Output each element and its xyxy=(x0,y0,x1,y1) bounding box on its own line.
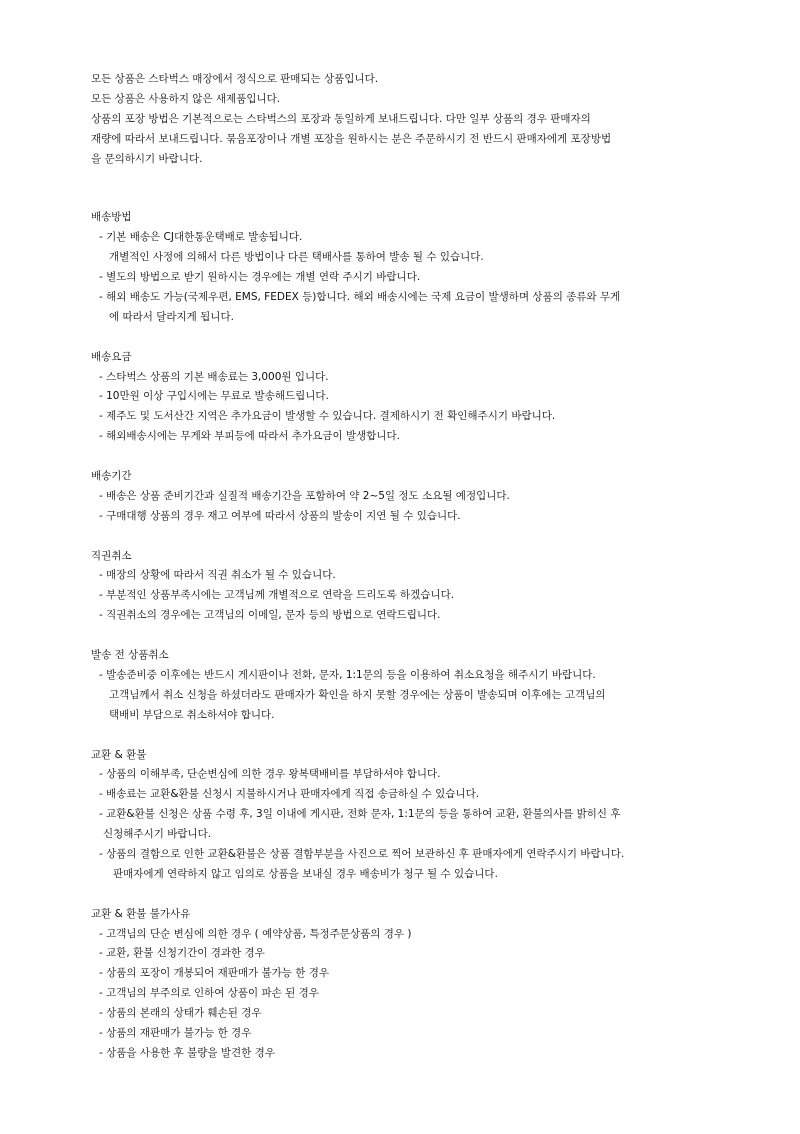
section-line: 고객님께서 취소 신청을 하셨더라도 판매자가 확인을 하지 못할 경우에는 상품이 발송되며 이후에는 고객님의 xyxy=(109,688,606,701)
section-line: - 상품의 재판매가 불가능 한 경우 xyxy=(99,1026,252,1039)
spacer xyxy=(91,328,771,348)
spacer xyxy=(91,726,771,746)
section-exchange-refund-exceptions xyxy=(91,905,771,1064)
section-line: - 배송료는 교환&환불 신청시 지불하시거나 판매자에게 직접 송금하실 수 있습니다. xyxy=(99,788,480,801)
section-line: - 상품의 본래의 상태가 훼손된 경우 xyxy=(99,1007,262,1020)
section-line: - 매장의 상황에 따라서 직권 취소가 될 수 있습니다. xyxy=(99,569,336,582)
section-line: - 상품의 결함으로 인한 교환&환불은 상품 결함부분을 사진으로 찍어 보관하신 후 판매자에게 연락주시기 바랍니다. xyxy=(99,847,625,860)
section-shipping-method xyxy=(91,208,771,327)
section-line: 개별적인 사정에 의해서 다른 방법이나 다른 택배사를 통하여 발송 될 수 있습니다. xyxy=(109,251,484,264)
spacer xyxy=(91,527,771,547)
spacer xyxy=(91,885,771,905)
section-line: - 부분적인 상품부족시에는 고객님께 개별적으로 연락을 드리도록 하겠습니다. xyxy=(99,589,455,602)
section-title: 직권취소 xyxy=(91,549,132,562)
section-line: - 10만원 이상 구입시에는 무료로 발송해드립니다. xyxy=(99,390,329,403)
section-shipping-fee xyxy=(91,348,771,447)
section-line: - 스타벅스 상품의 기본 배송료는 3,000원 입니다. xyxy=(99,370,329,383)
section-line: - 고객님의 단순 변심에 의한 경우 ( 예약상품, 특정주문상품의 경우 ) xyxy=(99,927,412,940)
section-line: - 발송준비중 이후에는 반드시 게시판이나 전화, 문자, 1:1문의 등을 이용하여 취소요청을 해주시기 바랍니다. xyxy=(99,668,596,681)
section-line: 판매자에게 연락하지 않고 임의로 상품을 보내실 경우 배송비가 청구 될 수 있습니다. xyxy=(113,867,498,880)
section-line: - 해외 배송도 가능(국제우편, EMS, FEDEX 등)합니다. 해외 배송시에는 국제 요금이 발생하며 상품의 종류와 무게 xyxy=(99,291,621,304)
section-line: 신청해주시기 바랍니다. xyxy=(103,828,212,841)
section-line: - 구매대행 상품의 경우 재고 여부에 따라서 상품의 발송이 지연 될 수 있습니다. xyxy=(99,509,461,522)
section-line: - 상품을 사용한 후 불량을 발견한 경우 xyxy=(99,1046,275,1059)
section-line: - 상품의 이해부족, 단순변심에 의한 경우 왕복택배비를 부담하셔야 합니다. xyxy=(99,768,441,781)
section-line: - 제주도 및 도서산간 지역은 추가요금이 발생할 수 있습니다. 결제하시기 전 확인해주시기 바랍니다. xyxy=(99,410,556,423)
section-cancellation-by-seller xyxy=(91,547,771,627)
section-line: - 해외배송시에는 무게와 부피등에 따라서 추가요금이 발생합니다. xyxy=(99,430,401,443)
section-line: - 직권취소의 경우에는 고객님의 이메일, 문자 등의 방법으로 연락드립니다. xyxy=(99,609,441,622)
intro-line: 재량에 따라서 보내드립니다. 묶음포장이나 개별 포장을 원하시는 분은 주문하시기 전 반드시 판매자에게 포장방법 xyxy=(91,132,612,145)
section-line: - 교환, 환불 신청기간이 경과한 경우 xyxy=(99,947,265,960)
section-line: 택배비 부담으로 취소하셔야 합니다. xyxy=(109,708,275,721)
intro-block xyxy=(91,70,771,169)
section-line: - 고객님의 부주의로 인하여 상품이 파손 된 경우 xyxy=(99,987,319,1000)
section-cancel-before-dispatch xyxy=(91,646,771,726)
section-title: 발송 전 상품취소 xyxy=(91,649,169,662)
section-line: - 교환&환불 신청은 상품 수령 후, 3일 이내에 게시판, 전화 문자, 1:1문의 등을 통하여 교환, 환불의사를 밝히신 후 xyxy=(99,808,621,821)
section-line: - 배송은 상품 준비기간과 실질적 배송기간을 포함하여 약 2~5일 정도 소요될 예정입니다. xyxy=(99,489,510,502)
section-shipping-period xyxy=(91,467,771,527)
document-body xyxy=(91,70,771,1064)
section-line: - 상품의 포장이 개봉되어 재판매가 불가능 한 경우 xyxy=(99,967,330,980)
intro-line: 모든 상품은 스타벅스 매장에서 정식으로 판매되는 상품입니다. xyxy=(91,73,379,85)
intro-line: 모든 상품은 사용하지 않은 새제품입니다. xyxy=(91,92,281,105)
spacer xyxy=(91,169,771,208)
section-title: 배송방법 xyxy=(91,211,132,224)
section-exchange-refund xyxy=(91,746,771,885)
intro-line: 을 문의하시기 바랍니다. xyxy=(91,152,203,165)
section-title: 교환 & 환불 xyxy=(91,748,147,761)
section-title: 교환 & 환불 불가사유 xyxy=(91,907,191,920)
section-title: 배송기간 xyxy=(91,470,132,483)
section-title: 배송요금 xyxy=(91,350,132,363)
spacer xyxy=(91,447,771,467)
section-line: - 별도의 방법으로 받기 원하시는 경우에는 개별 연락 주시기 바랍니다. xyxy=(99,271,421,284)
spacer xyxy=(91,626,771,646)
section-line: - 기본 배송은 CJ대한통운택배로 발송됩니다. xyxy=(99,231,303,244)
intro-line: 상품의 포장 방법은 기본적으로는 스타벅스의 포장과 동일하게 보내드립니다. 다만 일부 상품의 경우 판매자의 xyxy=(91,112,591,125)
section-line: 에 따라서 달라지게 됩니다. xyxy=(109,310,234,323)
